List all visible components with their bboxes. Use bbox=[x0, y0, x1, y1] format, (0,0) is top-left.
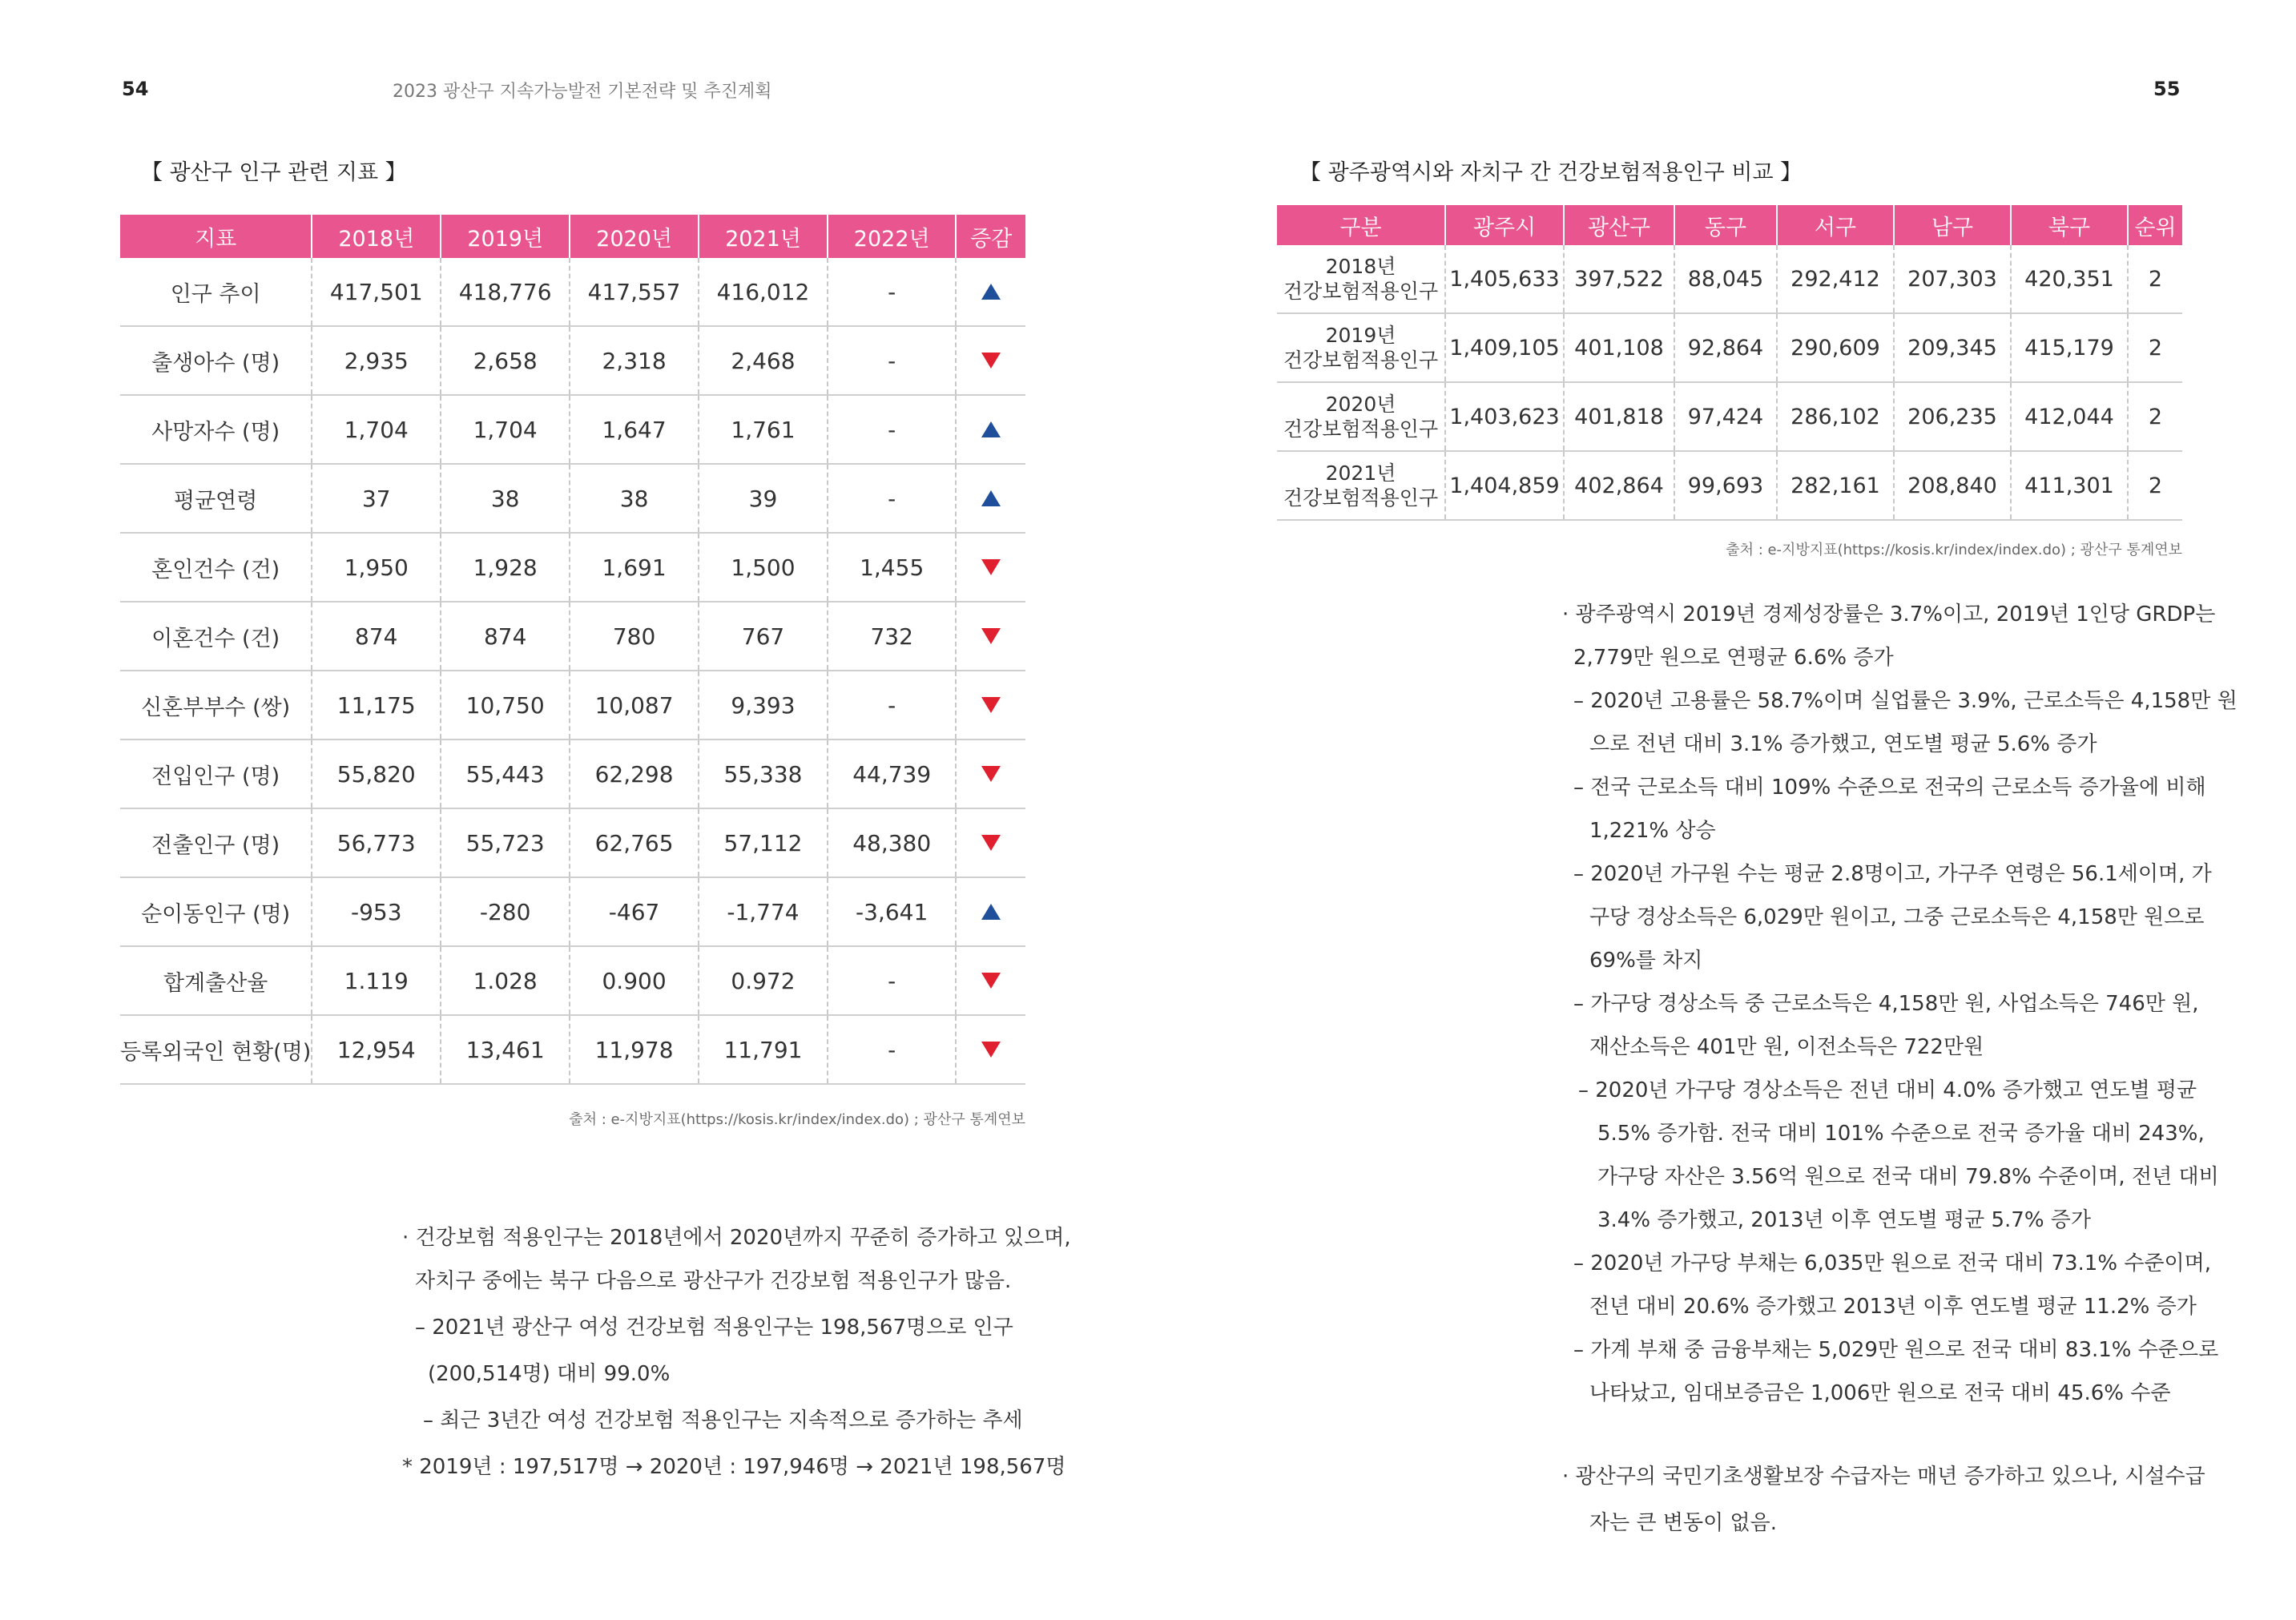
table2-column-header: 구분 bbox=[1277, 205, 1445, 245]
triangle-down-icon bbox=[981, 697, 1001, 713]
table1-row-label: 순이동인구 (명) bbox=[120, 877, 312, 946]
table2-cell: 292,412 bbox=[1777, 245, 1894, 313]
table1-cell: 0.972 bbox=[699, 946, 828, 1015]
text-line: 자치구 중에는 북구 다음으로 광산구가 건강보험 적용인구가 많음. bbox=[415, 1269, 1012, 1293]
table1-row bbox=[120, 395, 1025, 464]
table1-cell: 11,175 bbox=[312, 671, 441, 739]
text-line: 3.4% 증가했고, 2013년 이후 연도별 평균 5.7% 증가 bbox=[1597, 1208, 2092, 1232]
table1-trend-cell bbox=[956, 671, 1025, 739]
table2-column-header: 북구 bbox=[2011, 205, 2128, 245]
table2-row-label bbox=[1277, 245, 1445, 313]
table2-rank-cell: 2 bbox=[2128, 451, 2182, 520]
left-paragraph bbox=[402, 1216, 1071, 1489]
table2-row-label bbox=[1277, 451, 1445, 520]
table1-cell: 732 bbox=[828, 602, 956, 671]
table2-cell: 397,522 bbox=[1564, 245, 1674, 313]
right-page-number: 55 bbox=[2153, 78, 2181, 100]
table1-cell: - bbox=[828, 1015, 956, 1084]
table2-rank-cell: 2 bbox=[2128, 245, 2182, 313]
table1-cell: 0.900 bbox=[570, 946, 699, 1015]
table1-trend-cell bbox=[956, 395, 1025, 464]
table1-column-header: 지표 bbox=[120, 215, 312, 258]
table1-column-header: 증감 bbox=[956, 215, 1025, 258]
text-line: – 2020년 가구원 수는 평균 2.8명이고, 가구주 연령은 56.1세이며, 가 bbox=[1573, 862, 2212, 886]
text-line: 1,221% 상승 bbox=[1589, 819, 1716, 843]
table1-row-label: 합계출산율 bbox=[120, 946, 312, 1015]
table2-row bbox=[1277, 245, 2182, 313]
table1-row bbox=[120, 946, 1025, 1015]
table2-title: 【 광주광역시와 자치구 간 건강보험적용인구 비교 】 bbox=[1299, 160, 1803, 185]
table1-cell: 1,928 bbox=[441, 533, 570, 602]
table1-cell: -3,641 bbox=[828, 877, 956, 946]
table1-row-label: 이혼건수 (건) bbox=[120, 602, 312, 671]
text-line: * 2019년 : 197,517명 → 2020년 : 197,946명 → 2021년 198,567명 bbox=[402, 1455, 1066, 1479]
table2-cell: 1,403,623 bbox=[1445, 382, 1564, 451]
text-line: 가구당 자산은 3.56억 원으로 전국 대비 79.8% 수준이며, 전년 대비 bbox=[1597, 1165, 2219, 1189]
table1-cell: 10,750 bbox=[441, 671, 570, 739]
table1-cell: 417,557 bbox=[570, 258, 699, 326]
text-line: – 전국 근로소득 대비 109% 수준으로 전국의 근로소득 증가율에 비해 bbox=[1573, 776, 2206, 800]
table2-cell: 415,179 bbox=[2011, 313, 2128, 382]
table1-cell: 1,500 bbox=[699, 533, 828, 602]
table1-cell: 1,950 bbox=[312, 533, 441, 602]
triangle-up-icon bbox=[981, 904, 1001, 920]
table1-cell: -280 bbox=[441, 877, 570, 946]
text-line: – 최근 3년간 여성 건강보험 적용인구는 지속적으로 증가하는 추세 bbox=[423, 1408, 1023, 1433]
triangle-down-icon bbox=[981, 628, 1001, 644]
table1-trend-cell bbox=[956, 946, 1025, 1015]
text-line: – 가계 부채 중 금융부채는 5,029만 원으로 전국 대비 83.1% 수준으로 bbox=[1573, 1338, 2219, 1362]
table1-row-label: 신혼부부수 (쌍) bbox=[120, 671, 312, 739]
triangle-up-icon bbox=[981, 490, 1001, 506]
table1-cell: 48,380 bbox=[828, 808, 956, 877]
table1-cell: 1,647 bbox=[570, 395, 699, 464]
table2-column-header: 서구 bbox=[1777, 205, 1894, 245]
table1-cell: - bbox=[828, 258, 956, 326]
table1-trend-cell bbox=[956, 258, 1025, 326]
table1-cell: 780 bbox=[570, 602, 699, 671]
health-insurance-comparison-table bbox=[1277, 205, 2182, 521]
table1-cell: 9,393 bbox=[699, 671, 828, 739]
table1-row bbox=[120, 258, 1025, 326]
table1-cell: 874 bbox=[312, 602, 441, 671]
table2-source: 출처 : e-지방지표(https://kosis.kr/index/index.do) ; 광산구 통계연보 bbox=[1726, 542, 2182, 558]
table2-rank-cell: 2 bbox=[2128, 382, 2182, 451]
table1-cell: 38 bbox=[570, 464, 699, 533]
table1-trend-cell bbox=[956, 602, 1025, 671]
text-line: 구당 경상소득은 6,029만 원이고, 그중 근로소득은 4,158만 원으로 bbox=[1589, 905, 2205, 929]
text-line: 재산소득은 401만 원, 이전소득은 722만원 bbox=[1589, 1035, 1984, 1059]
table2-column-header: 남구 bbox=[1894, 205, 2011, 245]
table2-cell: 207,303 bbox=[1894, 245, 2011, 313]
table1-row bbox=[120, 877, 1025, 946]
table2-row bbox=[1277, 451, 2182, 520]
table1-cell: - bbox=[828, 464, 956, 533]
table1-cell: 55,723 bbox=[441, 808, 570, 877]
table1-row bbox=[120, 533, 1025, 602]
text-line: 으로 전년 대비 3.1% 증가했고, 연도별 평균 5.6% 증가 bbox=[1589, 732, 2097, 756]
table1-row bbox=[120, 1015, 1025, 1084]
table2-cell: 401,108 bbox=[1564, 313, 1674, 382]
triangle-down-icon bbox=[981, 353, 1001, 369]
table2-row-name: 건강보험적용인구 bbox=[1283, 486, 1439, 510]
table2-row-year: 2019년 bbox=[1325, 324, 1396, 347]
table2-rank-cell: 2 bbox=[2128, 313, 2182, 382]
table1-title: 【 광산구 인구 관련 지표 】 bbox=[141, 160, 407, 185]
table2-cell: 290,609 bbox=[1777, 313, 1894, 382]
table1-row bbox=[120, 671, 1025, 739]
table1-column-header: 2020년 bbox=[570, 215, 699, 258]
table1-trend-cell bbox=[956, 808, 1025, 877]
table2-cell: 1,409,105 bbox=[1445, 313, 1564, 382]
population-indicator-table bbox=[120, 215, 1025, 1085]
text-line: 5.5% 증가함. 전국 대비 101% 수준으로 전국 증가율 대비 243%, bbox=[1597, 1122, 2205, 1146]
table1-cell: 2,658 bbox=[441, 326, 570, 395]
table2-row-label bbox=[1277, 313, 1445, 382]
left-page-number: 54 bbox=[122, 78, 149, 100]
table1-cell: 38 bbox=[441, 464, 570, 533]
table2-cell: 92,864 bbox=[1674, 313, 1777, 382]
table1-cell: 57,112 bbox=[699, 808, 828, 877]
table1-row-label: 혼인건수 (건) bbox=[120, 533, 312, 602]
table1-column-header: 2018년 bbox=[312, 215, 441, 258]
text-line: · 건강보험 적용인구는 2018년에서 2020년까지 꾸준히 증가하고 있으며, bbox=[402, 1226, 1071, 1250]
table1-cell: 10,087 bbox=[570, 671, 699, 739]
table1-trend-cell bbox=[956, 1015, 1025, 1084]
table1-column-header: 2021년 bbox=[699, 215, 828, 258]
table1-cell: 37 bbox=[312, 464, 441, 533]
table1-cell: 1.119 bbox=[312, 946, 441, 1015]
table2-cell: 286,102 bbox=[1777, 382, 1894, 451]
table1-cell: -1,774 bbox=[699, 877, 828, 946]
table1-cell: 12,954 bbox=[312, 1015, 441, 1084]
table1-row bbox=[120, 602, 1025, 671]
table1-cell: 56,773 bbox=[312, 808, 441, 877]
triangle-down-icon bbox=[981, 559, 1001, 575]
text-line: – 2020년 가구당 부채는 6,035만 원으로 전국 대비 73.1% 수준이며, bbox=[1573, 1251, 2212, 1275]
table2-row-year: 2021년 bbox=[1325, 461, 1396, 485]
table1-trend-cell bbox=[956, 533, 1025, 602]
table1-row-label: 출생아수 (명) bbox=[120, 326, 312, 395]
table1-cell: - bbox=[828, 671, 956, 739]
table2-cell: 97,424 bbox=[1674, 382, 1777, 451]
text-line: – 2020년 가구당 경상소득은 전년 대비 4.0% 증가했고 연도별 평균 bbox=[1578, 1078, 2197, 1102]
table1-cell: 11,978 bbox=[570, 1015, 699, 1084]
table1-trend-cell bbox=[956, 739, 1025, 808]
table1-cell: -467 bbox=[570, 877, 699, 946]
text-line: 전년 대비 20.6% 증가했고 2013년 이후 연도별 평균 11.2% 증가 bbox=[1589, 1295, 2197, 1319]
table1-row-label: 평균연령 bbox=[120, 464, 312, 533]
table1-cell: 13,461 bbox=[441, 1015, 570, 1084]
table1-row-label: 전출인구 (명) bbox=[120, 808, 312, 877]
table2-row-name: 건강보험적용인구 bbox=[1283, 349, 1439, 372]
table1-row-label: 인구 추이 bbox=[120, 258, 312, 326]
table2-cell: 282,161 bbox=[1777, 451, 1894, 520]
table1-cell: 62,765 bbox=[570, 808, 699, 877]
table1-source: 출처 : e-지방지표(https://kosis.kr/index/index.do) ; 광산구 통계연보 bbox=[569, 1111, 1025, 1128]
table1-cell: 417,501 bbox=[312, 258, 441, 326]
table1-row-label: 전입인구 (명) bbox=[120, 739, 312, 808]
table1-column-header: 2019년 bbox=[441, 215, 570, 258]
table2-cell: 208,840 bbox=[1894, 451, 2011, 520]
table1-cell: 1,704 bbox=[312, 395, 441, 464]
table1-cell: 39 bbox=[699, 464, 828, 533]
triangle-down-icon bbox=[981, 1042, 1001, 1058]
text-line: · 광주광역시 2019년 경제성장률은 3.7%이고, 2019년 1인당 GRDP는 bbox=[1562, 602, 2216, 627]
table1-cell: 416,012 bbox=[699, 258, 828, 326]
table2-row bbox=[1277, 313, 2182, 382]
table1-cell: - bbox=[828, 946, 956, 1015]
right-paragraph bbox=[1562, 593, 2238, 1546]
text-line: 나타났고, 임대보증금은 1,006만 원으로 전국 대비 45.6% 수준 bbox=[1589, 1381, 2171, 1405]
table2-column-header: 광주시 bbox=[1445, 205, 1564, 245]
table1-cell: 62,298 bbox=[570, 739, 699, 808]
text-line: 69%를 차지 bbox=[1589, 949, 1703, 973]
table2-row bbox=[1277, 382, 2182, 451]
table2-row-name: 건강보험적용인구 bbox=[1283, 280, 1439, 303]
table2-cell: 411,301 bbox=[2011, 451, 2128, 520]
table1-cell: 2,318 bbox=[570, 326, 699, 395]
table2-row-label bbox=[1277, 382, 1445, 451]
text-line: – 2020년 고용률은 58.7%이며 실업률은 3.9%, 근로소득은 4,158만 원 bbox=[1573, 689, 2238, 713]
table1-row bbox=[120, 464, 1025, 533]
table1-cell: 44,739 bbox=[828, 739, 956, 808]
triangle-down-icon bbox=[981, 973, 1001, 989]
table2-cell: 209,345 bbox=[1894, 313, 2011, 382]
triangle-down-icon bbox=[981, 835, 1001, 851]
text-line: · 광산구의 국민기초생활보장 수급자는 매년 증가하고 있으나, 시설수급 bbox=[1562, 1465, 2205, 1489]
table1-row bbox=[120, 326, 1025, 395]
table1-cell: 418,776 bbox=[441, 258, 570, 326]
table2-column-header: 순위 bbox=[2128, 205, 2182, 245]
table1-cell: - bbox=[828, 326, 956, 395]
table1-cell: 55,820 bbox=[312, 739, 441, 808]
text-line: – 2021년 광산구 여성 건강보험 적용인구는 198,567명으로 인구 bbox=[415, 1316, 1013, 1340]
table1-cell: 55,443 bbox=[441, 739, 570, 808]
text-line: – 가구당 경상소득 중 근로소득은 4,158만 원, 사업소득은 746만 원, bbox=[1573, 992, 2199, 1016]
triangle-up-icon bbox=[981, 421, 1001, 437]
table2-cell: 402,864 bbox=[1564, 451, 1674, 520]
table1-cell: - bbox=[828, 395, 956, 464]
table2-row-year: 2018년 bbox=[1325, 255, 1396, 278]
table2-header-row bbox=[1277, 205, 2182, 245]
table1-row-label: 등록외국인 현황(명) bbox=[120, 1015, 312, 1084]
table1-cell: 2,468 bbox=[699, 326, 828, 395]
table1-cell: 767 bbox=[699, 602, 828, 671]
table2-cell: 401,818 bbox=[1564, 382, 1674, 451]
running-title: 2023 광산구 지속가능발전 기본전략 및 추진계획 bbox=[393, 82, 772, 102]
table2-cell: 99,693 bbox=[1674, 451, 1777, 520]
table1-cell: 874 bbox=[441, 602, 570, 671]
table1-trend-cell bbox=[956, 326, 1025, 395]
table1-cell: 1,704 bbox=[441, 395, 570, 464]
table1-trend-cell bbox=[956, 464, 1025, 533]
table2-cell: 1,405,633 bbox=[1445, 245, 1564, 313]
table2-column-header: 광산구 bbox=[1564, 205, 1674, 245]
table1-header-row bbox=[120, 215, 1025, 258]
triangle-up-icon bbox=[981, 284, 1001, 300]
table2-column-header: 동구 bbox=[1674, 205, 1777, 245]
triangle-down-icon bbox=[981, 766, 1001, 782]
table1-row-label: 사망자수 (명) bbox=[120, 395, 312, 464]
table2-cell: 1,404,859 bbox=[1445, 451, 1564, 520]
table2-row-name: 건강보험적용인구 bbox=[1283, 417, 1439, 441]
table1-cell: 55,338 bbox=[699, 739, 828, 808]
table1-cell: 1,761 bbox=[699, 395, 828, 464]
table1-cell: 1.028 bbox=[441, 946, 570, 1015]
text-line: 2,779만 원으로 연평균 6.6% 증가 bbox=[1573, 646, 1894, 670]
table2-cell: 420,351 bbox=[2011, 245, 2128, 313]
table1-cell: 1,691 bbox=[570, 533, 699, 602]
table2-cell: 206,235 bbox=[1894, 382, 2011, 451]
table1-cell: 1,455 bbox=[828, 533, 956, 602]
table1-row bbox=[120, 808, 1025, 877]
table1-cell: 11,791 bbox=[699, 1015, 828, 1084]
table1-cell: 2,935 bbox=[312, 326, 441, 395]
text-line: (200,514명) 대비 99.0% bbox=[428, 1362, 671, 1386]
table1-trend-cell bbox=[956, 877, 1025, 946]
table2-cell: 412,044 bbox=[2011, 382, 2128, 451]
text-line: 자는 큰 변동이 없음. bbox=[1589, 1511, 1777, 1535]
table1-cell: -953 bbox=[312, 877, 441, 946]
table2-row-year: 2020년 bbox=[1325, 393, 1396, 416]
table2-cell: 88,045 bbox=[1674, 245, 1777, 313]
table1-column-header: 2022년 bbox=[828, 215, 956, 258]
table1-row bbox=[120, 739, 1025, 808]
